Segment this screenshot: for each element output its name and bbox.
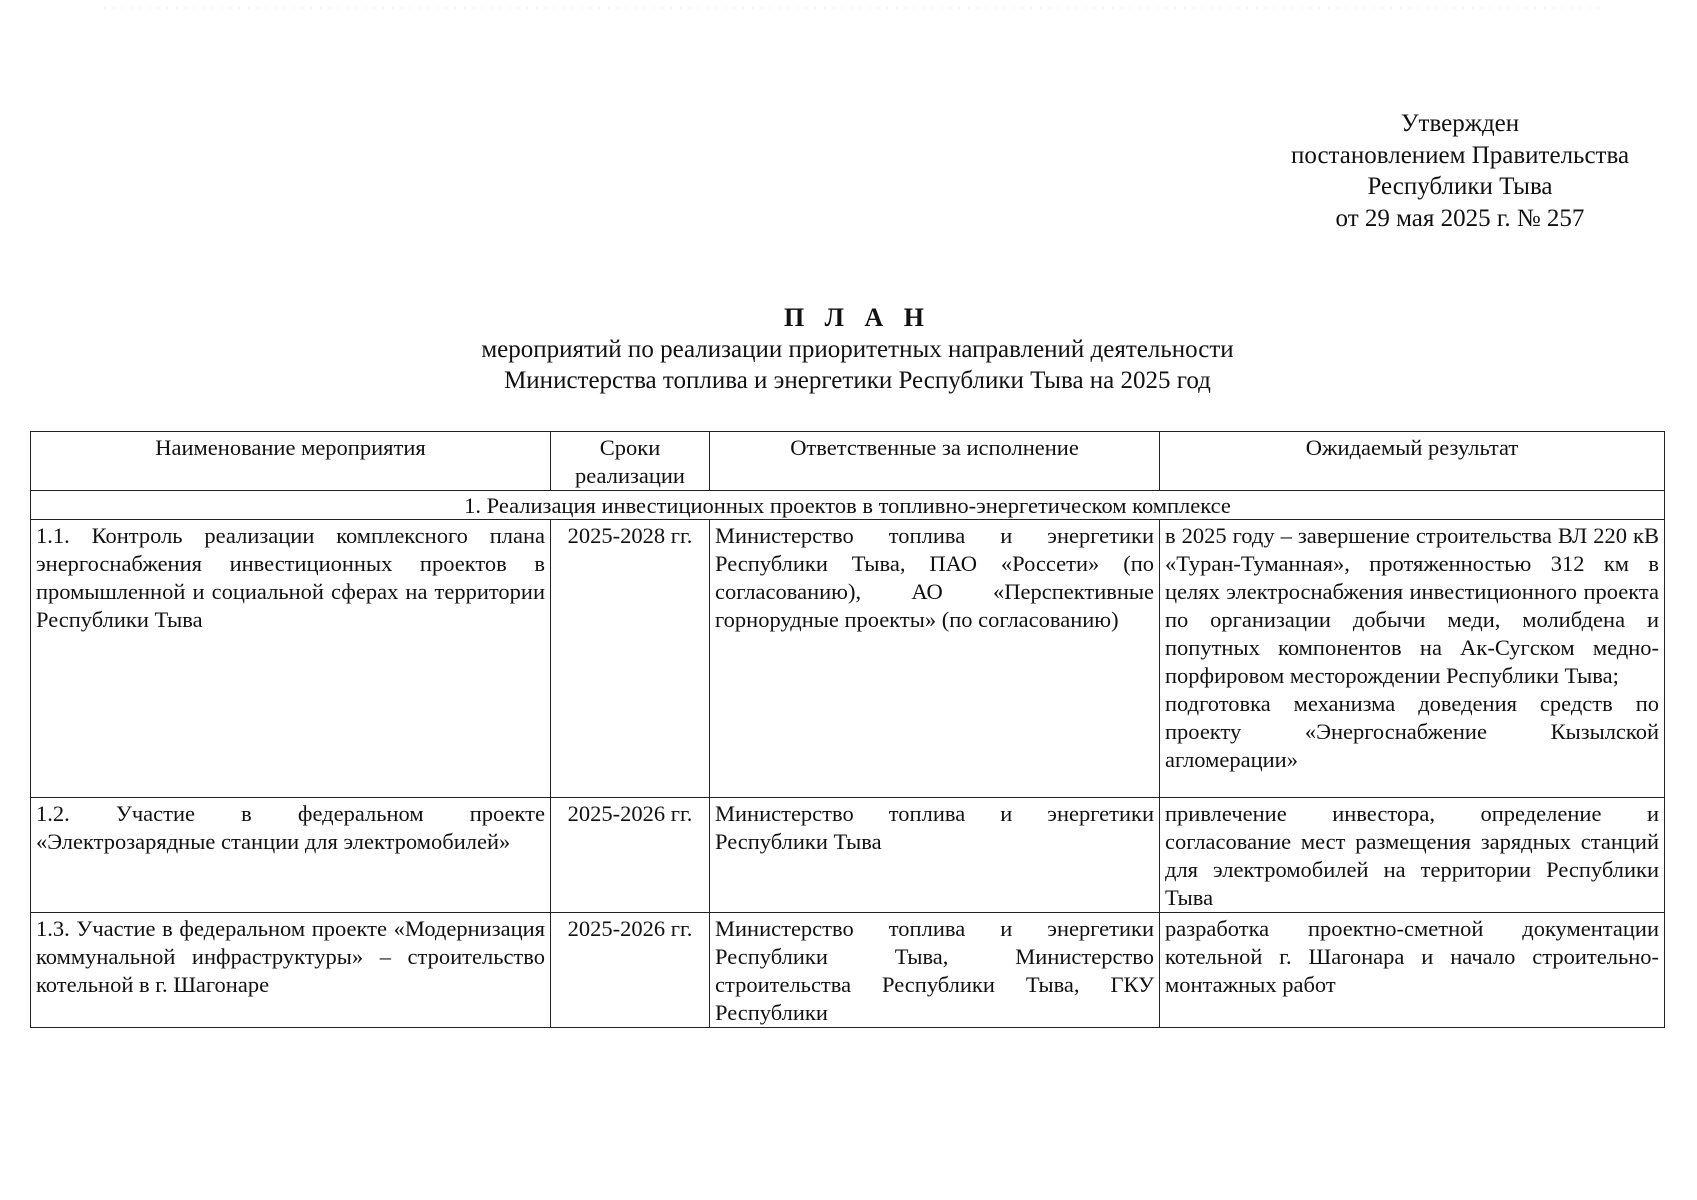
table-row (31, 520, 1665, 798)
row-2-result: привлечение инвестора, определение и согласование мест размещения зарядных станций для электромобилей на территории Республики Тыва (1160, 798, 1665, 913)
header-name: Наименование мероприятия (31, 432, 551, 491)
row-1-responsible: Министерство топлива и энергетики Республики Тыва, ПАО «Россети» (по согласованию), АО «Перспективные горнорудные проекты» (по согласованию) (710, 520, 1160, 798)
plan-subtitle-line-1: мероприятий по реализации приоритетных направлений деятельности (481, 336, 1234, 363)
table-row (31, 913, 1665, 1028)
row-2-period: 2025-2026 гг. (551, 798, 710, 913)
approval-line-2: постановлением Правительства (1290, 141, 1630, 169)
row-3-name: 1.3. Участие в федеральном проекте «Модернизация коммунальной инфраструктуры» – строительство котельной в г. Шагонаре (31, 913, 551, 1028)
header-period-line-2: реализации (575, 463, 685, 488)
table-row (31, 798, 1665, 913)
header-period-line-1: Сроки (599, 435, 661, 460)
header-period (551, 432, 710, 491)
row-2-name: 1.2. Участие в федеральном проекте «Электрозарядные станции для электромобилей» (31, 798, 551, 913)
section-row (31, 491, 1665, 520)
plan-table (30, 431, 1665, 1028)
document-title-block (0, 302, 1697, 396)
table-header-row (31, 432, 1665, 491)
approval-line-1: Утвержден (1400, 110, 1520, 137)
section-title: 1. Реализация инвестиционных проектов в топливно-энергетическом комплексе (31, 491, 1665, 520)
row-3-responsible: Министерство топлива и энергетики Республики Тыва, Министерство строительства Республики Тыва, ГКУ Республики (710, 913, 1160, 1028)
row-1-result (1160, 520, 1665, 798)
row-3-period: 2025-2026 гг. (551, 913, 710, 1028)
row-1-result-part-2: подготовка механизма доведения средств по проекту «Энергоснабжение Кызылской агломерации» (1165, 691, 1659, 772)
row-3-result: разработка проектно-сметной документации котельной г. Шагонара и начало строительно-монтажных работ (1160, 913, 1665, 1028)
header-result: Ожидаемый результат (1160, 432, 1665, 491)
header-responsible: Ответственные за исполнение (710, 432, 1160, 491)
approval-stamp-block (1240, 108, 1680, 234)
row-1-period: 2025-2028 гг. (551, 520, 710, 798)
row-1-name: 1.1. Контроль реализации комплексного плана энергоснабжения инвестиционных проектов в промышленной и социальной сферах на территории Республики Тыва (31, 520, 551, 798)
row-2-responsible: Министерство топлива и энергетики Республики Тыва (710, 798, 1160, 913)
scan-noise (100, 4, 1600, 12)
plan-heading: П Л А Н (783, 303, 932, 332)
row-1-result-part-1: в 2025 году – завершение строительства ВЛ 220 кВ «Туран-Туманная», протяженностью 312 км в целях электроснабжения инвестиционного проекта по организации добычи меди, молибдена и попутных компонентов на Ак-Сугском медно-порфировом месторождении Республики Тыва; (1165, 523, 1659, 688)
approval-line-4: от 29 мая 2025 г. № 257 (1335, 204, 1585, 232)
plan-subtitle-line-2: Министерства топлива и энергетики Республики Тыва на 2025 год (504, 367, 1211, 394)
approval-line-3: Республики Тыва (1367, 173, 1553, 200)
